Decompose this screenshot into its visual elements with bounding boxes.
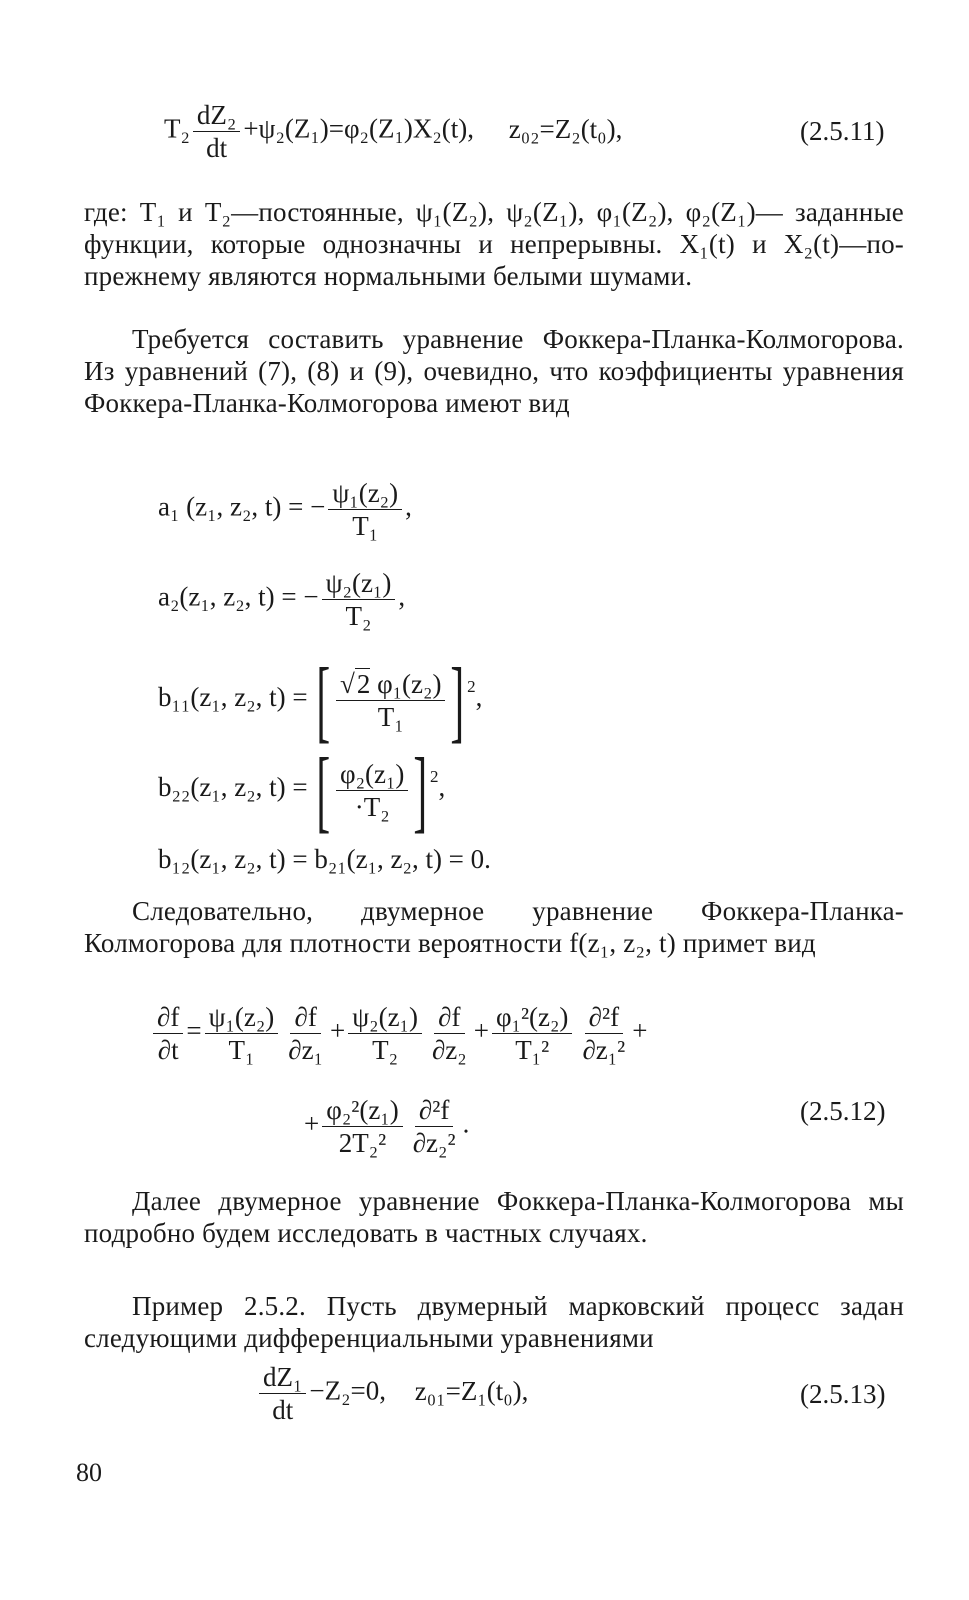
fraction-numerator: ψ₂(z₁) <box>348 1002 422 1034</box>
fraction-numerator: ∂²f <box>415 1095 453 1127</box>
paragraph-required: Требуется составить уравнение Фоккера-Планка-Колмогорова. Из уравнений (7), (8) и (9), очевидно, что коэффициенты уравнения Фоккера-Планка-Колмогорова имеют вид <box>84 324 904 418</box>
page-number: 80 <box>76 1458 102 1487</box>
fraction-denominator: T₁ <box>377 701 404 732</box>
paragraph-where: где: T₁ и T₂—постоянные, ψ₁(Z₂), ψ₂(Z₁), φ₁(Z₂), φ₂(Z₁)— заданные функции, которые однозначны и непрерывны. X₁(t) и X₂(t)—по-прежнему являются нормальными белыми шумами. <box>84 197 904 291</box>
eq-term: φ₁(z₂) <box>370 668 442 699</box>
fraction-denominator: dt <box>272 1395 294 1425</box>
eq-term: b₂₂(z₁, z₂, t) = <box>158 772 308 803</box>
fraction-numerator: φ₂²(z₁) <box>322 1095 402 1127</box>
eq-term: a₂(z₁, z₂, t) = <box>158 581 297 612</box>
fraction <box>578 1002 629 1065</box>
eq-term: , <box>475 682 483 713</box>
eq-term: + <box>304 1108 320 1139</box>
coefficient-a2 <box>158 568 405 631</box>
paragraph-therefore: Следовательно, двумерное уравнение Фоккера-Планка-Колмогорова для плотности вероятности f(z₁, z₂, t) примет вид <box>84 896 904 958</box>
fraction-denominator: ∂t <box>157 1035 179 1065</box>
equation-number: (2.5.11) <box>800 116 885 146</box>
fraction <box>259 1362 306 1425</box>
fraction-numerator: ∂f <box>153 1002 183 1034</box>
fraction-denominator: ·T₂ <box>354 791 390 822</box>
equation-2-5-12-line1 <box>150 1002 648 1065</box>
fraction <box>328 478 402 541</box>
fraction <box>322 1095 402 1158</box>
fraction <box>153 1002 183 1065</box>
fraction-denominator: 2T₂² <box>338 1128 387 1158</box>
fraction-numerator: ψ₂(z₁) <box>322 568 396 600</box>
fraction-denominator: T₁ <box>352 511 379 541</box>
coefficient-b22 <box>158 739 446 841</box>
fraction <box>336 669 445 732</box>
fraction <box>284 1002 327 1065</box>
fraction-denominator: T₁² <box>515 1035 550 1065</box>
eq-term: = <box>186 1015 202 1046</box>
equation-2-5-12-line2 <box>304 1095 469 1158</box>
fraction-numerator: φ₁²(z₂) <box>492 1002 572 1034</box>
fraction-denominator: ∂z₂² <box>412 1128 456 1158</box>
right-bracket: ] <box>413 739 428 841</box>
eq-term: a₁ (z₁, z₂, t) = <box>158 491 304 522</box>
fraction-numerator <box>336 669 445 701</box>
equation-number: (2.5.12) <box>800 1096 886 1126</box>
fraction <box>336 759 408 822</box>
paragraph-example: Пример 2.5.2. Пусть двумерный марковский процесс задан следующими дифференциальными уравнениями <box>84 1291 904 1353</box>
eq-term: +ψ₂(Z₁)=φ₂(Z₁)X₂(t), <box>243 113 474 144</box>
eq-term: − <box>303 581 319 612</box>
paragraph-further: Далее двумерное уравнение Фоккера-Планка-Колмогорова мы подробно будем исследовать в частных случаях. <box>84 1186 904 1248</box>
eq-term: , <box>398 581 406 612</box>
initial-condition: z₀₁=Z₁(t₀), <box>414 1375 529 1406</box>
coefficient-a1 <box>158 478 412 541</box>
fraction-numerator: ψ₁(z₂) <box>328 478 402 510</box>
fraction-denominator: T₁ <box>228 1035 255 1065</box>
initial-condition: z₀₂=Z₂(t₀), <box>508 113 623 144</box>
fraction-denominator: T₂ <box>372 1035 399 1065</box>
fraction <box>348 1002 422 1065</box>
fraction <box>428 1002 471 1065</box>
fraction-numerator: ∂f <box>290 1002 320 1034</box>
right-bracket: ] <box>450 649 465 751</box>
fraction-numerator: ∂²f <box>585 1002 623 1034</box>
exponent: 2 <box>430 767 439 787</box>
eq-term: + <box>330 1015 346 1046</box>
fraction-numerator: φ₂(z₁) <box>336 759 408 791</box>
coefficient-b12: b₁₂(z₁, z₂, t) = b₂₁(z₁, z₂, t) = 0. <box>158 844 491 874</box>
left-bracket: [ <box>316 739 331 841</box>
eq-term: , <box>405 491 412 522</box>
fraction <box>193 100 240 163</box>
radicand: 2 <box>356 668 371 699</box>
coefficient-b11 <box>158 649 483 751</box>
eq-term: + <box>632 1015 648 1046</box>
eq-term: T₂ <box>164 113 190 144</box>
eq-term: − <box>310 491 326 522</box>
eq-term: . <box>462 1108 470 1139</box>
fraction-denominator: ∂z₁² <box>582 1035 626 1065</box>
fraction-numerator: dZ₁ <box>259 1362 306 1394</box>
fraction-numerator: dZ₂ <box>193 100 240 132</box>
left-bracket: [ <box>316 649 331 751</box>
equation-2-5-13 <box>256 1362 528 1425</box>
eq-term: , <box>438 772 446 803</box>
exponent: 2 <box>467 677 476 697</box>
fraction-denominator: ∂z₁ <box>288 1035 324 1065</box>
fraction <box>205 1002 279 1065</box>
fraction-numerator: ∂f <box>434 1002 464 1034</box>
eq-term: + <box>473 1015 489 1046</box>
fraction <box>492 1002 572 1065</box>
fraction <box>409 1095 460 1158</box>
equation-number: (2.5.13) <box>800 1379 886 1409</box>
eq-term: −Z₂=0, <box>309 1375 387 1406</box>
eq-term: b₁₁(z₁, z₂, t) = <box>158 682 308 713</box>
fraction <box>322 568 396 631</box>
equation-2-5-11 <box>164 100 622 163</box>
fraction-denominator: ∂z₂ <box>431 1035 467 1065</box>
sqrt-sign: √ <box>339 668 355 699</box>
fraction-numerator: ψ₁(z₂) <box>205 1002 279 1034</box>
fraction-denominator: T₂ <box>345 601 372 631</box>
fraction-denominator: dt <box>206 133 228 163</box>
